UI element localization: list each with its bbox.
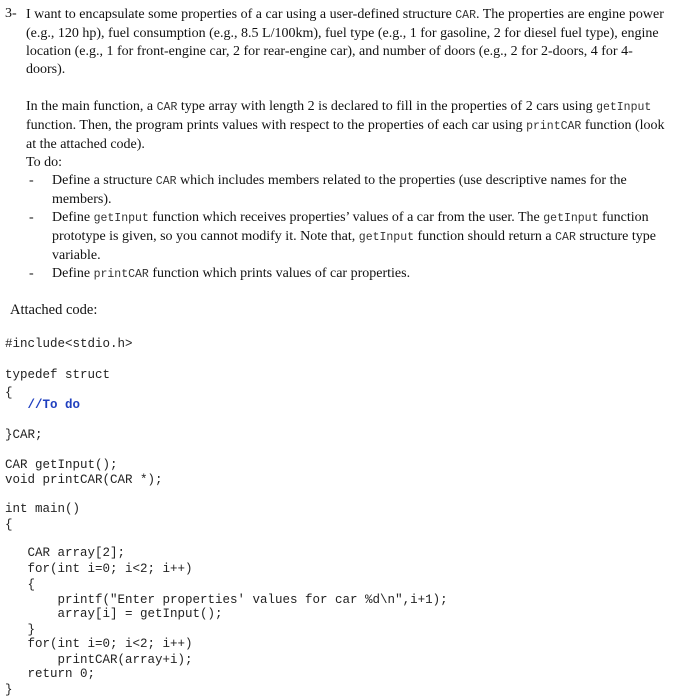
bullet-dash: - <box>29 173 34 188</box>
text-run: Define <box>52 210 94 225</box>
text-run: Define <box>52 266 94 281</box>
code-line: } <box>5 683 13 697</box>
text-run: function (look at the attached code). <box>26 118 665 152</box>
todo-item <box>26 209 671 265</box>
code-line: typedef struct <box>5 368 111 382</box>
code-comment: //To do <box>5 398 81 412</box>
text-run: which includes members related to the properties (use descriptive names for the members). <box>52 173 627 207</box>
code-line: { <box>5 518 13 532</box>
text-run: function which receives properties’ values of a car from the user. The <box>148 210 544 225</box>
code-line: int main() <box>5 502 81 516</box>
text-run: . The properties are engine power (e.g., 120 hp), fuel consumption (e.g., 8.5 L/100km), fuel type (e.g., 1 for gasoline, 2 for diesel fuel type), engine location (e.g., 1 for front-engine car, 2 for rear-engine car), and number of doors (e.g., 2 for 2-doors, 4 for 4-doors). <box>26 7 664 77</box>
code-line: printCAR(array+i); <box>5 653 193 667</box>
bullet-dash: - <box>29 266 34 281</box>
code-line: for(int i=0; i<2; i++) <box>5 637 193 651</box>
main-function-description <box>26 98 666 154</box>
code-line: #include<stdio.h> <box>5 337 133 351</box>
inline-code: getInput <box>543 212 599 225</box>
text-run: function prototype is given, so you cannot modify it. Note that, <box>52 210 649 244</box>
inline-code: printCAR <box>526 120 582 133</box>
text-run: In the main function, a <box>26 99 157 114</box>
inline-code: printCAR <box>93 268 149 281</box>
code-line: { <box>5 578 36 592</box>
inline-code: CAR <box>155 175 177 188</box>
code-line: }CAR; <box>5 428 43 442</box>
text-run: Define a structure <box>52 173 156 188</box>
inline-code: CAR <box>555 231 576 244</box>
code-line: array[i] = getInput(); <box>5 607 223 621</box>
code-line: void printCAR(CAR *); <box>5 473 163 487</box>
code-line: return 0; <box>5 667 96 681</box>
text-run: structure type variable. <box>52 229 656 263</box>
todo-list <box>26 172 671 284</box>
text-run: I want to encapsulate some properties of a car using a user-defined structure <box>26 7 456 22</box>
inline-code: CAR <box>455 9 476 22</box>
attached-code-label: Attached code: <box>10 302 98 318</box>
code-line: { <box>5 386 13 400</box>
code-line: CAR array[2]; <box>5 546 126 560</box>
code-line: } <box>5 623 36 637</box>
todo-title: To do: <box>26 155 62 170</box>
text-run: function. Then, the program prints values with respect to the properties of each car using <box>26 118 527 133</box>
todo-item <box>26 172 671 209</box>
inline-code: getInput <box>93 212 149 225</box>
text-run: function which prints values of car properties. <box>148 266 411 281</box>
inline-code: getInput <box>596 101 652 114</box>
question-number: 3- <box>5 6 17 21</box>
todo-item <box>26 265 671 284</box>
text-run: function should return a <box>414 229 556 244</box>
bullet-dash: - <box>29 210 34 225</box>
code-line: for(int i=0; i<2; i++) <box>5 562 193 576</box>
code-line: printf("Enter properties' values for car %d\n",i+1); <box>5 593 448 607</box>
code-line: CAR getInput(); <box>5 458 118 472</box>
problem-description <box>26 6 666 79</box>
inline-code: CAR <box>156 101 178 114</box>
text-run: type array with length 2 is declared to fill in the properties of 2 cars using <box>177 99 597 114</box>
inline-code: getInput <box>358 231 415 244</box>
